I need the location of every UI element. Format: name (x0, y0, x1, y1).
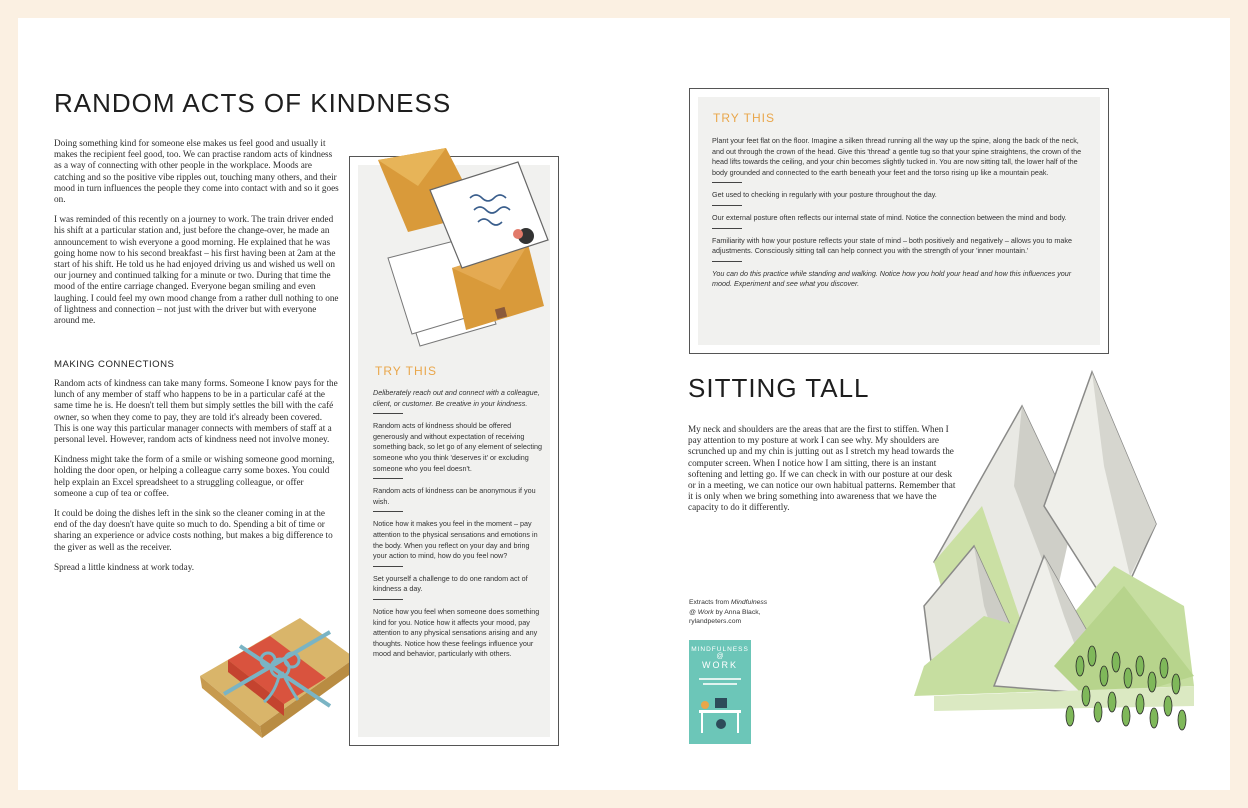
tip-item: Notice how it makes you feel in the moment – pay attention to the physical sensations and emotions in the body. When you reflect on your day and bring your action to mind, how do you feel now? (373, 519, 538, 561)
caption-link[interactable]: rylandpeters.com (689, 618, 742, 625)
box-tips (712, 136, 1090, 294)
divider (712, 228, 742, 229)
sidebar-heading: TRY THIS (375, 364, 438, 378)
envelopes-illustration (358, 140, 554, 366)
paragraph: My neck and shoulders are the areas that are the first to stiffen. When I pay attention to my posture at work I can see why. My shoulders are scrunched up and my chin is jutting out as I stretch my head towards the computer screen. When I notice how I am sitting, there is an instant softening and letting go. If we can check in with our posture at our desk or in a meeting, we can notice our own habitual patterns. Remember that it is only when we bring something into awareness that we have the capacity to do it differently. (688, 424, 956, 513)
book-subtitle-bar (703, 683, 737, 685)
closing-note: You can do this practice while standing and walking. Notice how you hold your head and how this influences your mood. Experiment and see what you discover. (712, 268, 1072, 289)
mountains-illustration (894, 366, 1214, 756)
caption-book-title: @ Work (689, 608, 714, 616)
paragraph: Random acts of kindness can take many forms. Someone I know pays for the lunch of any member of staff who happens to be in a particular café at the same time he is. He doesn't tell them but simply settles the bill with the café owner, so when they come to pay, they are told it's already been covered. This is one way this particular manager connects with members of staff at a personal level. However, random acts of kindness need not involve money. (54, 378, 338, 445)
source-caption (689, 598, 799, 627)
caption-text: by Anna Black, (713, 608, 761, 616)
sidebar-tips (373, 388, 543, 664)
desk-illustration (697, 696, 743, 736)
caption-book-title: Mindfulness (730, 599, 768, 606)
box-heading: TRY THIS (713, 111, 776, 125)
section-text (54, 378, 338, 582)
page-spread (18, 18, 1230, 790)
tip-item: Random acts of kindness should be offered generously and without expectation of receiving something back, so let go of any element of selecting someone who you think 'deserves it' or excluding someone who you feel doesn't. (373, 421, 543, 473)
caption-text: Extracts from (689, 599, 731, 606)
tip-item: Notice how you feel when someone does something kind for you. Notice how it affects your mood, pay attention to any physical sensations arising and any thoughts. Notice how these feelings influence your mood and behavior, particularly with others. (373, 606, 540, 659)
divider (712, 261, 742, 262)
paragraph: Kindness might take the form of a smile or wishing someone good morning, holding the door open, or helping a colleague carry some boxes. You could help explain an Excel spreadsheet to a struggling colleague, or offer someone a cup of tea or coffee. (54, 454, 335, 498)
tip-item: Plant your feet flat on the floor. Imagine a silken thread running all the way up the spine, along the back of the neck, and out through the crown of the head. Give this 'thread' a gentle tug so that your spine straightens, the crown of the head lifts towards the ceiling, and your chin becomes slightly tucked in. You are now sitting tall, the lower half of the body grounded and connected to the earth beneath your feet and the torso rising up like a mountain peak. (712, 136, 1082, 177)
caption-line (689, 598, 799, 608)
book-title-line3: WORK (702, 660, 738, 670)
tip-item: Set yourself a challenge to do one random act of kindness a day. (373, 573, 528, 594)
page-title-right: SITTING TALL (688, 373, 870, 403)
book-title-line2: @ (716, 653, 724, 660)
book-title-line1: MINDFULNESS (691, 646, 749, 653)
intro-text (54, 138, 342, 335)
paragraph: Doing something kind for someone else makes us feel good and usually it makes the recipient feel good, too. We can practise random acts of kindness as a way of connecting with other people in the workplace. Moods are catching and so the positive vibe ripples out, touching many others, and their mood in turn influences the people they come into contact with and so it goes on. (54, 138, 339, 205)
tip-item: Get used to checking in regularly with your posture throughout the day. (712, 190, 937, 200)
divider (712, 182, 742, 183)
tip-item: Our external posture often reflects our internal state of mind. Notice the connection between the mind and body. (712, 212, 1067, 222)
divider (373, 566, 403, 567)
paragraph: I was reminded of this recently on a journey to work. The train driver ended his shift at a particular station and, just before the change-over, he made an announcement to wish everyone a good morning. He explained that he was going home now to his second breakfast – his first having been at 2am at the start of his shift. He told us he had enjoyed driving us and wished us well on our journey and continued talking for a minute or two. During that time the mood of the entire carriage changed. Everyone began smiling and even laughing. I could feel my own mood change from a rather dull nothing to one of lightness and connection – not just with the driver but with everyone around me. (54, 214, 339, 326)
divider (373, 413, 403, 414)
divider (712, 205, 742, 206)
paragraph: It could be doing the dishes left in the sink so the cleaner coming in at the end of the day doesn't have quite so much to do. Spending a bit of time or sharing an experience or advice costs nothing, but makes a big difference to the giver as well as the receiver. (54, 508, 333, 552)
divider (373, 599, 403, 600)
divider (373, 478, 403, 479)
tip-item: Familiarity with how your posture reflects your state of mind – both positively and negatively – allows you to make adjustments. Consciously sitting tall can help connect you with the strength of your 'inner mountain.' (712, 235, 1072, 256)
gift-illustration (180, 606, 366, 746)
book-cover (689, 640, 751, 744)
paragraph: Spread a little kindness at work today. (54, 561, 194, 572)
section-subheading: MAKING CONNECTIONS (54, 359, 175, 370)
page-title-left: RANDOM ACTS OF KINDNESS (54, 88, 452, 118)
sidebar-intro: Deliberately reach out and connect with a colleague, client, or customer. Be creative in your kindness. (373, 388, 540, 408)
caption-line (689, 608, 799, 618)
tip-item: Random acts of kindness can be anonymous if you wish. (373, 486, 536, 506)
book-subtitle-bar (699, 678, 741, 680)
divider (373, 511, 403, 512)
